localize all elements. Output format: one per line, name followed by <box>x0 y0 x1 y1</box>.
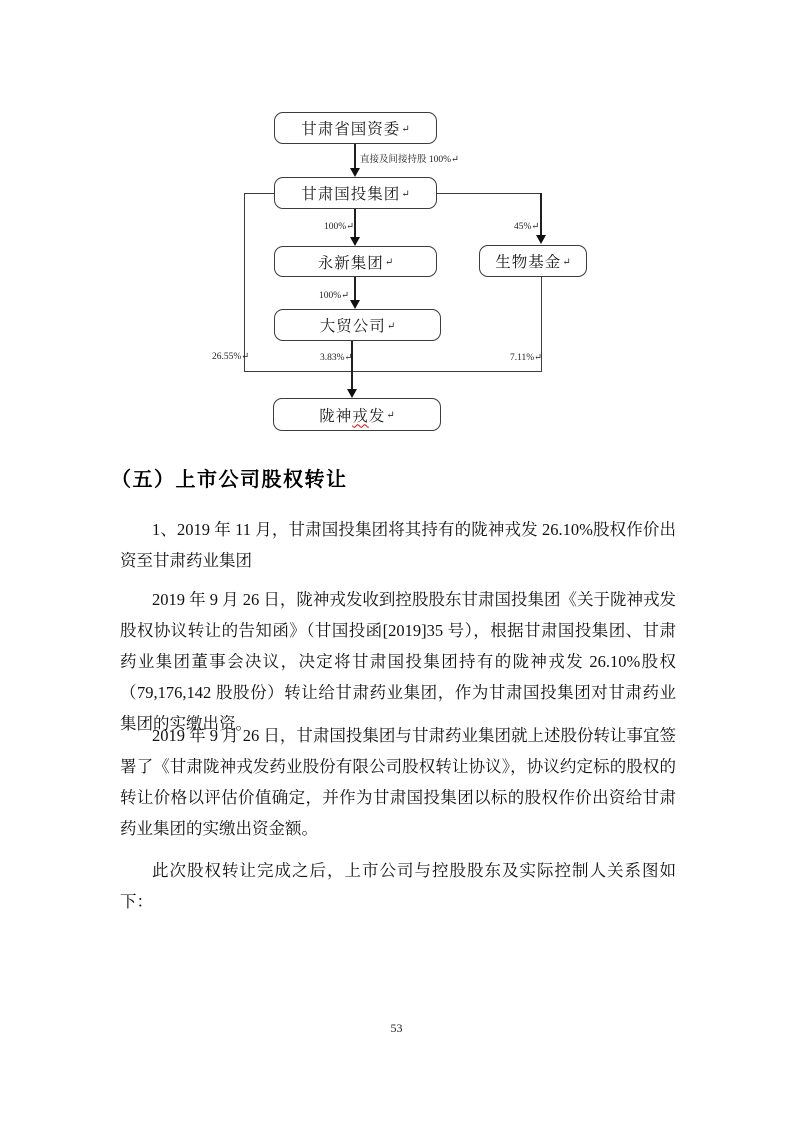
edge-label-45: 45%↵ <box>514 222 540 232</box>
node-label: 发 <box>368 407 386 425</box>
connector-guotou-biofund-vertical <box>540 193 542 235</box>
arrow-down-icon <box>350 168 360 177</box>
body-paragraph-2: 2019 年 9 月 26 日，陇神戎发收到控股股东甘肃国投集团《关于陇神戎发股权协议转让的告知函》（甘国投函[2019]35 号），根据甘肃国投集团、甘肃药业集团董事会决议，决定将甘肃国投集团持有的陇神戎发 26.10%股权（79,176,142 股股份）转让给甘肃药业集团，作为甘肃国投集团对甘肃药业集团的实缴出资。 <box>120 590 676 733</box>
node-label: 甘肃国投集团 <box>301 186 401 203</box>
node-label: 陇神 <box>319 407 353 425</box>
node-label: 甘肃省国资委 <box>301 121 401 138</box>
connector-junction-horizontal <box>244 371 542 372</box>
line-break-mark: ↵ <box>401 123 410 135</box>
line-break-mark: ↵ <box>384 257 394 268</box>
connector-sasac-guotou <box>354 144 356 169</box>
section-heading: （五）上市公司股权转让 <box>111 469 348 491</box>
edge-label-7-11: 7.11%↵ <box>510 353 543 363</box>
body-paragraph-3: 2019 年 9 月 26 日，甘肃国投集团与甘肃药业集团就上述股份转让事宜签署了《甘肃陇神戎发药业股份有限公司股权转让协议》，协议约定标的股权的转让价格以评估价值确定，并作为甘肃国投集团以标的股权作价出资给甘肃药业集团的实缴出资金额。 <box>120 726 676 838</box>
node-label: 生物基金 <box>495 254 562 271</box>
line-break-mark: ↵ <box>386 320 396 332</box>
arrow-down-icon <box>347 389 357 398</box>
connector-guotou-yongxin <box>354 209 356 237</box>
connector-guotou-left-horizontal <box>245 193 274 194</box>
connector-damao-longshen <box>351 341 353 389</box>
node-bio-fund <box>479 245 587 277</box>
line-break-mark: ↵ <box>562 256 571 268</box>
connector-guotou-left-vertical <box>244 193 245 372</box>
node-label: 永新集团 <box>317 254 384 272</box>
node-gansu-provincial-sasac <box>274 112 437 144</box>
connector-yongxin-damao <box>354 277 356 300</box>
node-gansu-guotou-group <box>274 177 437 209</box>
node-damao-company <box>274 309 441 341</box>
edge-label-100-top: 100%↵ <box>324 222 355 232</box>
node-yongxin-group <box>274 246 437 277</box>
node-label: 大贸公司 <box>319 318 386 335</box>
page-number: 53 <box>390 1021 403 1035</box>
equity-structure-chart <box>0 0 793 450</box>
arrow-down-icon <box>350 300 360 309</box>
body-paragraph-4: 此次股权转让完成之后，上市公司与控股股东及实际控制人关系图如下： <box>120 861 676 911</box>
line-break-mark: ↵ <box>386 410 395 421</box>
edge-label-3-83: 3.83%↵ <box>320 353 353 363</box>
arrow-down-icon <box>350 237 360 246</box>
misspelled-text: 戎 <box>352 407 369 425</box>
edge-label-26-55: 26.55%↵ <box>212 352 250 362</box>
node-longshen-rongfa <box>273 398 441 431</box>
edge-label-100-mid: 100%↵ <box>319 291 350 301</box>
arrow-down-icon <box>536 235 546 244</box>
body-paragraph-1: 1、2019 年 11 月，甘肃国投集团将其持有的陇神戎发 26.10%股权作价出资至甘肃药业集团 <box>120 520 676 570</box>
connector-guotou-biofund-horizontal <box>437 193 541 194</box>
line-break-mark: ↵ <box>401 188 410 200</box>
edge-label-direct-indirect-100: 直接及间接持股 100%↵ <box>360 155 459 165</box>
